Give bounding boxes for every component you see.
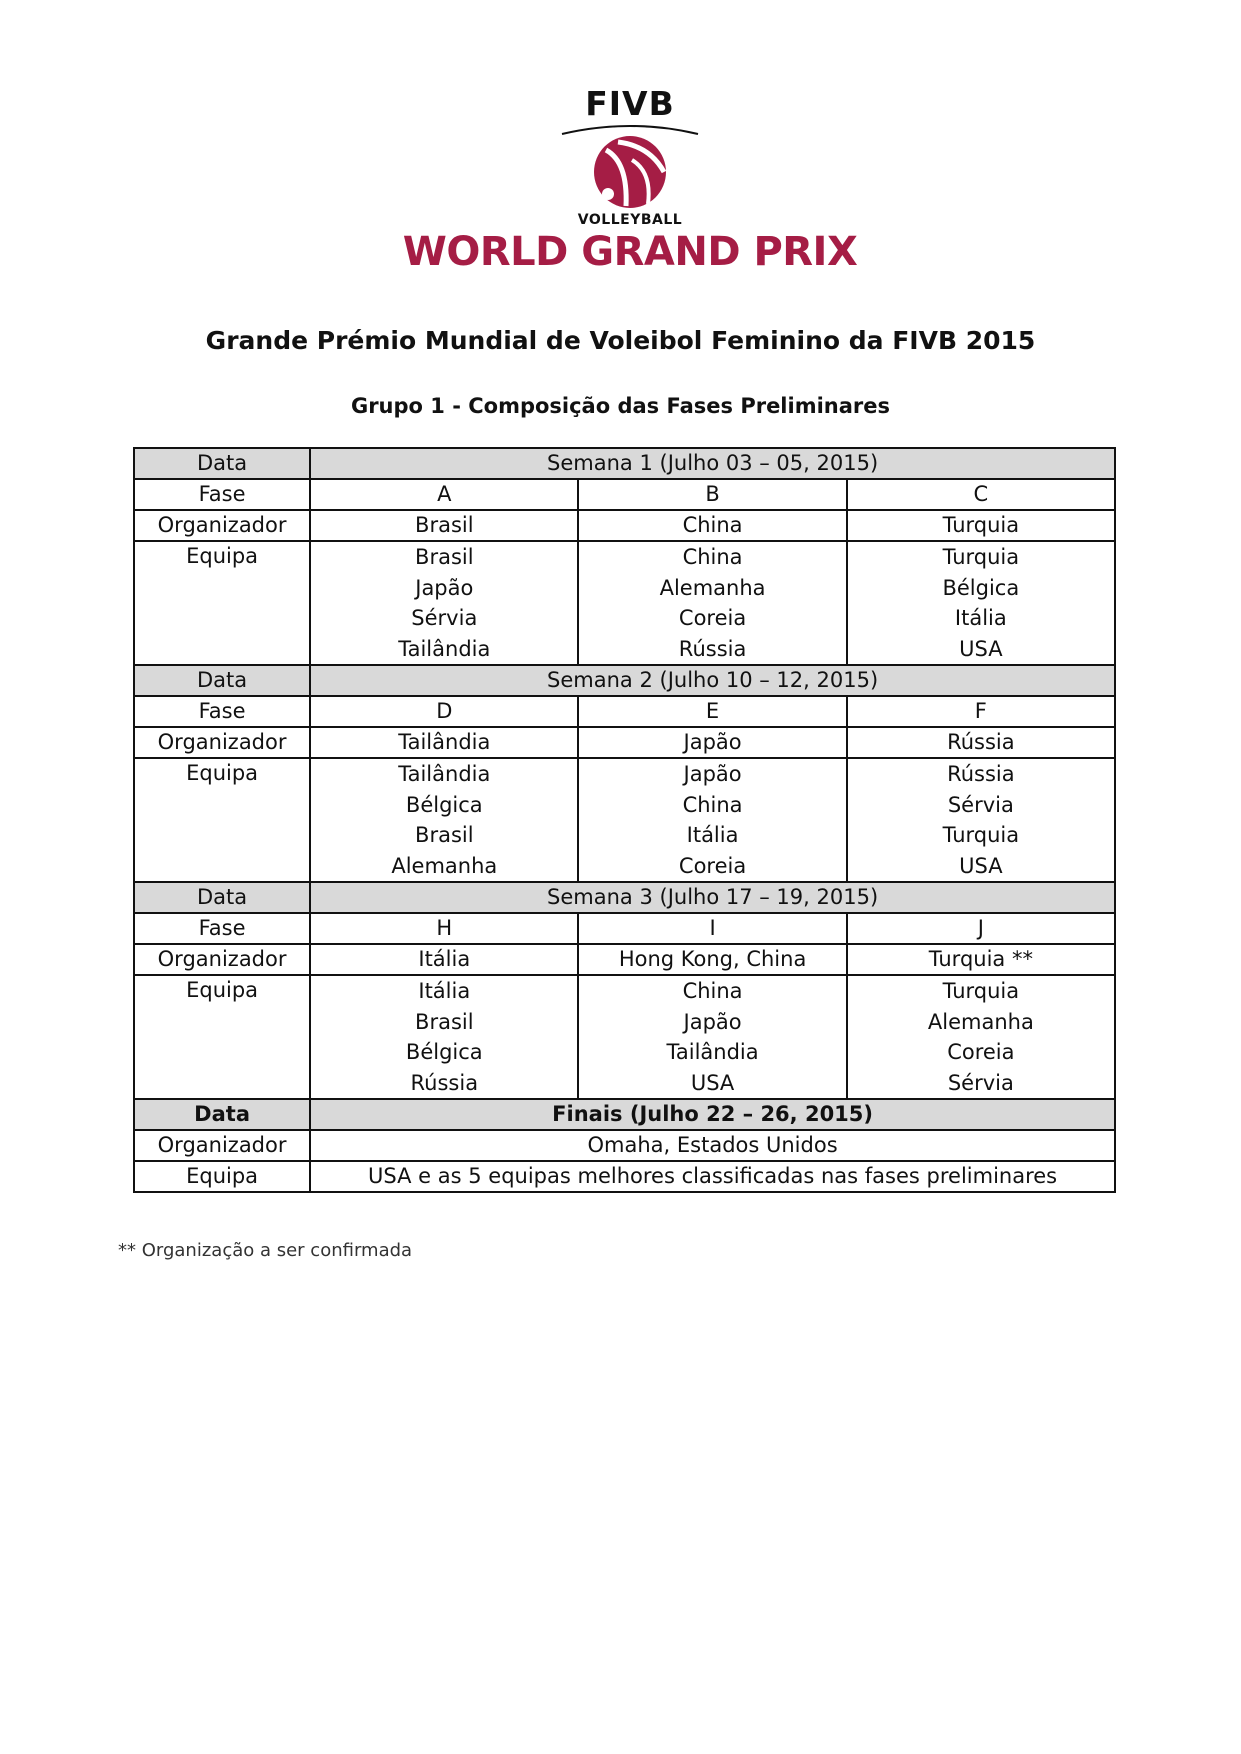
week-label: Semana 2 (Julho 10 – 12, 2015) bbox=[310, 665, 1115, 696]
logo-event-name: WORLD GRAND PRIX bbox=[402, 229, 858, 275]
page-subtitle: Grupo 1 - Composição das Fases Preliminares bbox=[350, 394, 891, 418]
table-row bbox=[134, 448, 1115, 479]
team-name: Japão bbox=[683, 1009, 742, 1034]
logo-fivb-wordmark: FIVB bbox=[585, 84, 675, 123]
table-row bbox=[134, 882, 1115, 913]
team-name: Turquia bbox=[942, 979, 1020, 1003]
pool-fase: A bbox=[310, 479, 578, 510]
team-name: Brasil bbox=[415, 1009, 474, 1034]
table-row bbox=[134, 479, 1115, 510]
pool-fase: E bbox=[578, 696, 846, 727]
pool-fase: C bbox=[847, 479, 1115, 510]
pool-equipas bbox=[578, 758, 846, 882]
team-name: Sérvia bbox=[411, 606, 478, 630]
row-label-equipa: Equipa bbox=[134, 975, 310, 1099]
pool-organizador: Japão bbox=[578, 727, 846, 758]
finals-label: Finais (Julho 22 – 26, 2015) bbox=[310, 1099, 1115, 1130]
week-label: Semana 1 (Julho 03 – 05, 2015) bbox=[310, 448, 1115, 479]
finals-equipa: USA e as 5 equipas melhores classificadas nas fases preliminares bbox=[310, 1161, 1115, 1192]
pool-organizador: China bbox=[578, 510, 846, 541]
pool-equipas bbox=[310, 975, 578, 1099]
team-name: Japão bbox=[683, 762, 742, 786]
team-name: China bbox=[682, 979, 743, 1003]
team-name: USA bbox=[959, 853, 1003, 878]
table-row bbox=[134, 665, 1115, 696]
table-row bbox=[134, 727, 1115, 758]
team-name: Tailândia bbox=[398, 762, 491, 786]
row-label-equipa: Equipa bbox=[134, 541, 310, 665]
table-row bbox=[134, 1130, 1115, 1161]
team-name: Rússia bbox=[678, 636, 747, 661]
team-name: Bélgica bbox=[405, 1040, 483, 1064]
row-label-equipa: Equipa bbox=[134, 758, 310, 882]
row-label-organizador: Organizador bbox=[134, 944, 310, 975]
schedule-table bbox=[133, 447, 1116, 1193]
page-title: Grande Prémio Mundial de Voleibol Feminino da FIVB 2015 bbox=[205, 326, 1036, 355]
row-label-fase: Fase bbox=[134, 479, 310, 510]
table-row bbox=[134, 510, 1115, 541]
row-label-data: Data bbox=[134, 1099, 310, 1130]
row-label-equipa: Equipa bbox=[134, 1161, 310, 1192]
row-label-data: Data bbox=[134, 665, 310, 696]
row-label-organizador: Organizador bbox=[134, 727, 310, 758]
pool-organizador: Turquia ** bbox=[847, 944, 1115, 975]
row-label-organizador: Organizador bbox=[134, 510, 310, 541]
team-name: China bbox=[682, 545, 743, 569]
pool-equipas bbox=[847, 541, 1115, 665]
team-name: Sérvia bbox=[947, 792, 1014, 817]
team-name: Tailândia bbox=[398, 636, 491, 661]
pool-fase: J bbox=[847, 913, 1115, 944]
pool-fase: D bbox=[310, 696, 578, 727]
team-name: Itália bbox=[418, 979, 471, 1003]
pool-organizador: Brasil bbox=[310, 510, 578, 541]
volleyball-icon bbox=[588, 132, 672, 212]
pool-fase: H bbox=[310, 913, 578, 944]
team-name: Japão bbox=[415, 575, 474, 600]
team-name: Turquia bbox=[942, 823, 1020, 847]
team-name: Alemanha bbox=[659, 575, 766, 600]
team-name: USA bbox=[959, 636, 1003, 661]
team-name: Sérvia bbox=[947, 1070, 1014, 1095]
team-name: Bélgica bbox=[405, 792, 483, 817]
team-name: Bélgica bbox=[942, 575, 1020, 600]
team-name: China bbox=[682, 792, 743, 817]
table-row bbox=[134, 758, 1115, 882]
finals-organizador: Omaha, Estados Unidos bbox=[310, 1130, 1115, 1161]
team-name: USA bbox=[690, 1070, 735, 1095]
team-name: Itália bbox=[686, 823, 739, 847]
team-name: Tailândia bbox=[666, 1040, 759, 1064]
logo-volleyball-label: VOLLEYBALL bbox=[577, 212, 683, 228]
team-name: Alemanha bbox=[391, 853, 498, 878]
row-label-organizador: Organizador bbox=[134, 1130, 310, 1161]
team-name: Alemanha bbox=[927, 1009, 1034, 1034]
team-name: Itália bbox=[954, 606, 1007, 630]
pool-equipas bbox=[847, 758, 1115, 882]
row-label-fase: Fase bbox=[134, 913, 310, 944]
fivb-world-grand-prix-logo bbox=[400, 84, 860, 274]
team-name: Rússia bbox=[947, 762, 1015, 786]
team-name: Brasil bbox=[415, 545, 474, 569]
pool-equipas bbox=[578, 541, 846, 665]
team-name: Brasil bbox=[415, 823, 474, 847]
team-name: Coreia bbox=[678, 853, 747, 878]
footnote: ** Organização a ser confirmada bbox=[118, 1240, 413, 1261]
row-label-data: Data bbox=[134, 448, 310, 479]
pool-fase: I bbox=[578, 913, 846, 944]
table-row bbox=[134, 541, 1115, 665]
table-row bbox=[134, 1161, 1115, 1192]
pool-equipas bbox=[578, 975, 846, 1099]
table-row bbox=[134, 1099, 1115, 1130]
team-name: Coreia bbox=[678, 606, 747, 630]
pool-organizador: Turquia bbox=[847, 510, 1115, 541]
pool-fase: B bbox=[578, 479, 846, 510]
pool-equipas bbox=[310, 758, 578, 882]
pool-organizador: Rússia bbox=[847, 727, 1115, 758]
pool-organizador: Itália bbox=[310, 944, 578, 975]
row-label-fase: Fase bbox=[134, 696, 310, 727]
team-name: Turquia bbox=[942, 545, 1020, 569]
table-row bbox=[134, 975, 1115, 1099]
table-row bbox=[134, 913, 1115, 944]
team-name: Coreia bbox=[947, 1040, 1015, 1064]
pool-organizador: Hong Kong, China bbox=[578, 944, 846, 975]
table-row bbox=[134, 944, 1115, 975]
table-row bbox=[134, 696, 1115, 727]
team-name: Rússia bbox=[410, 1070, 479, 1095]
pool-equipas bbox=[310, 541, 578, 665]
pool-organizador: Tailândia bbox=[310, 727, 578, 758]
row-label-data: Data bbox=[134, 882, 310, 913]
week-label: Semana 3 (Julho 17 – 19, 2015) bbox=[310, 882, 1115, 913]
pool-equipas bbox=[847, 975, 1115, 1099]
pool-fase: F bbox=[847, 696, 1115, 727]
